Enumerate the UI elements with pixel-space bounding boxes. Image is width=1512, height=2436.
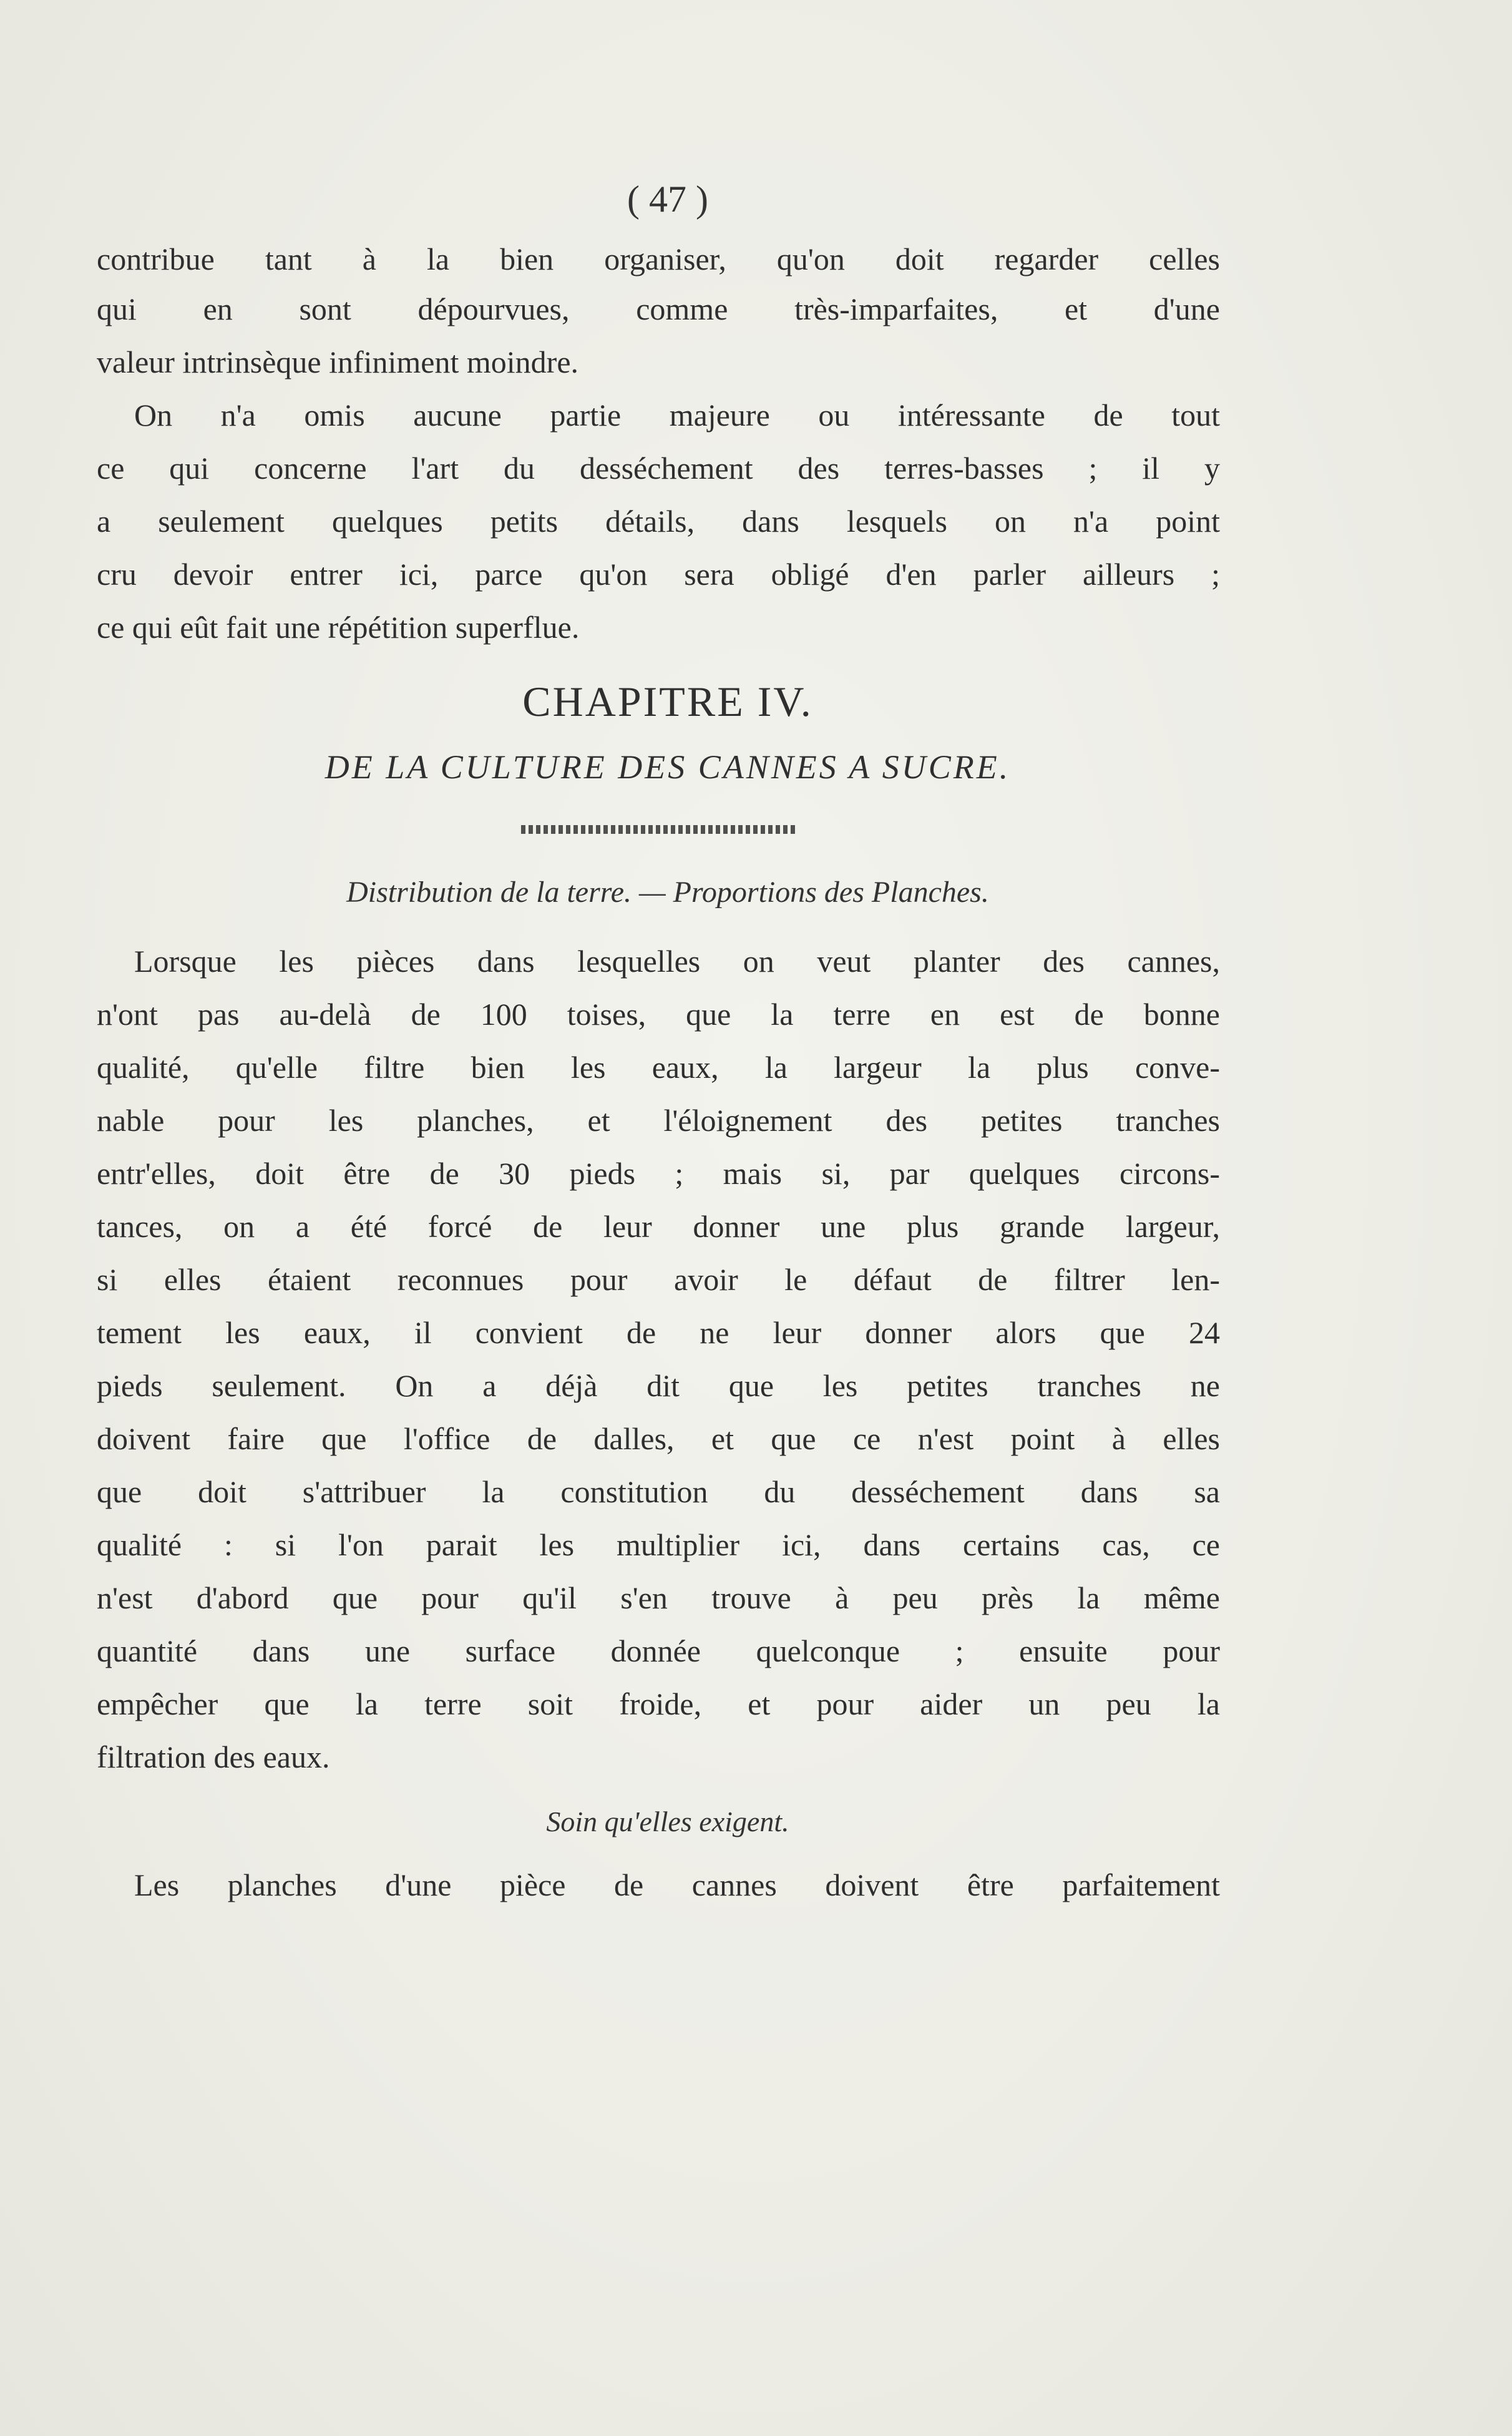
ornamental-divider	[521, 825, 796, 834]
page-number: ( 47 )	[627, 179, 708, 220]
text-line: entr'elles, doit être de 30 pieds ; mais si, par quelques circons-	[97, 1156, 1220, 1191]
chapter-subtitle: DE LA CULTURE DES CANNES A SUCRE.	[324, 748, 1011, 786]
text-line: si elles étaient reconnues pour avoir le défaut de filtrer len-	[97, 1262, 1220, 1297]
text-line: cru devoir entrer ici, parce qu'on sera obligé d'en parler ailleurs ;	[97, 557, 1220, 592]
section-heading: Soin qu'elles exigent.	[546, 1806, 789, 1837]
section-heading: Distribution de la terre. — Proportions des Planches.	[346, 876, 989, 909]
text-line: Lorsque les pièces dans lesquelles on veut planter des cannes,	[134, 944, 1220, 979]
text-line: qualité, qu'elle filtre bien les eaux, la largeur la plus conve-	[97, 1050, 1220, 1085]
text-line: filtration des eaux.	[97, 1739, 330, 1774]
text-line: n'ont pas au-delà de 100 toises, que la terre en est de bonne	[97, 997, 1220, 1032]
text-line: On n'a omis aucune partie majeure ou intéressante de tout	[134, 398, 1220, 433]
text-line: Les planches d'une pièce de cannes doivent être parfaitement	[134, 1867, 1220, 1902]
text-line: n'est d'abord que pour qu'il s'en trouve à peu près la même	[97, 1580, 1220, 1615]
text-line: valeur intrinsèque infiniment moindre.	[97, 345, 579, 379]
text-line: pieds seulement. On a déjà dit que les petites tranches ne	[97, 1368, 1220, 1403]
text-line: quantité dans une surface donnée quelconque ; ensuite pour	[97, 1633, 1220, 1668]
text-line: a seulement quelques petits détails, dans lesquels on n'a point	[97, 504, 1220, 539]
text-line: qui en sont dépourvues, comme très-imparfaites, et d'une	[97, 291, 1220, 326]
text-line: nable pour les planches, et l'éloignement des petites tranches	[97, 1103, 1220, 1138]
text-line: empêcher que la terre soit froide, et pour aider un peu la	[97, 1686, 1220, 1721]
text-line: tement les eaux, il convient de ne leur donner alors que 24	[97, 1315, 1220, 1350]
text-line: que doit s'attribuer la constitution du desséchement dans sa	[97, 1474, 1220, 1509]
text-line: tances, on a été forcé de leur donner une plus grande largeur,	[97, 1209, 1220, 1244]
text-line: ce qui concerne l'art du desséchement des terres-basses ; il y	[97, 451, 1220, 486]
text-line: contribue tant à la bien organiser, qu'on doit regarder celles	[97, 242, 1220, 276]
text-line: ce qui eût fait une répétition superflue.	[97, 610, 580, 645]
text-line: qualité : si l'on parait les multiplier ici, dans certains cas, ce	[97, 1527, 1220, 1562]
chapter-title: CHAPITRE IV.	[522, 678, 813, 725]
text-line: doivent faire que l'office de dalles, et que ce n'est point à elles	[97, 1421, 1220, 1456]
